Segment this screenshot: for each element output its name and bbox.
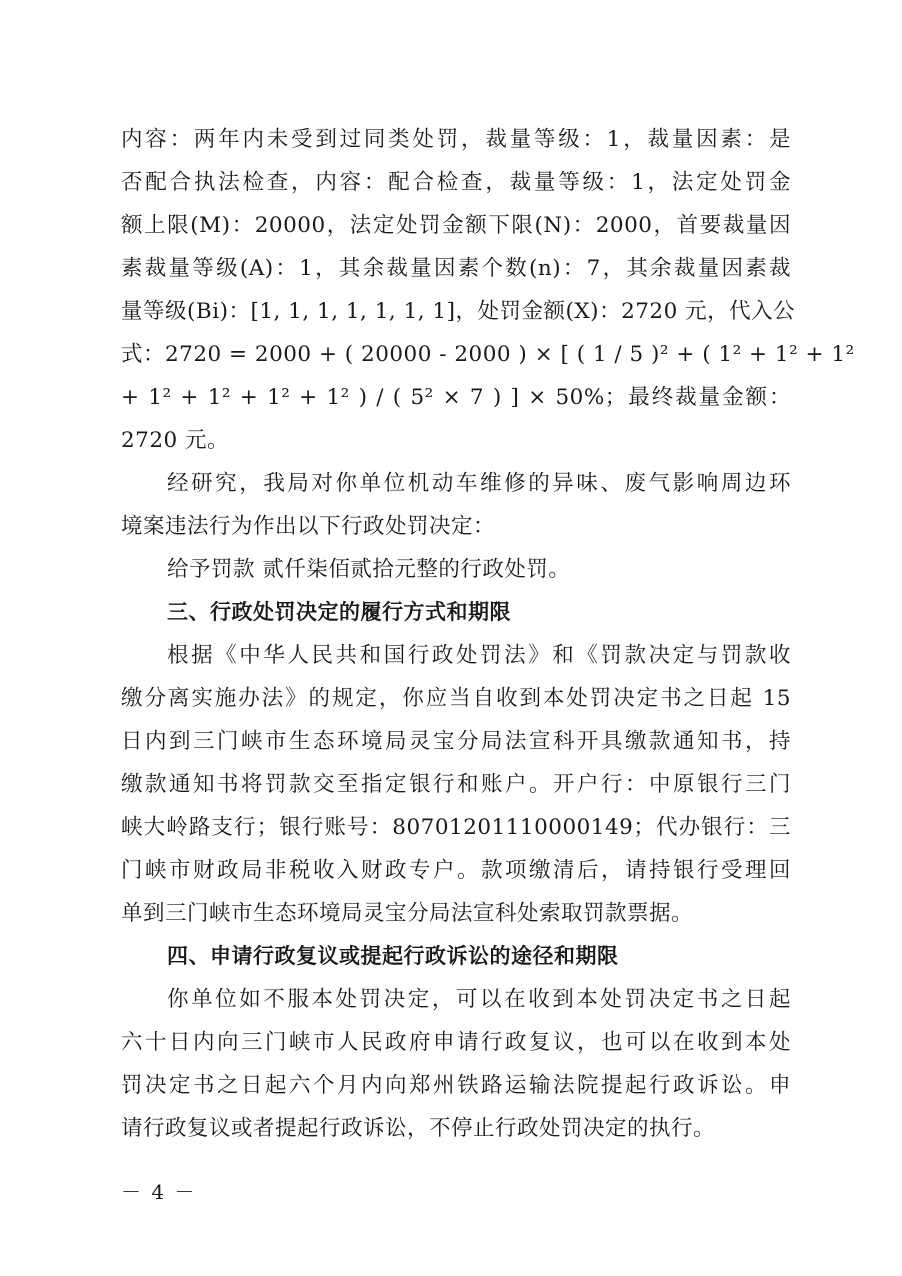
- text-line: 2720 元。: [121, 428, 230, 453]
- text-line: 缴款通知书将罚款交至指定银行和账户。开户行：中原银行三门: [121, 772, 791, 797]
- text-line: 日内到三门峡市生态环境局灵宝分局法宣科开具缴款通知书，持: [121, 729, 791, 754]
- text-line: 峡大岭路支行；银行账号：80701201110000149；代办银行：三: [121, 815, 791, 840]
- text-line: 门峡市财政局非税收入财政专户。款项缴清后，请持银行受理回: [121, 858, 791, 883]
- text-line: 否配合执法检查，内容：配合检查，裁量等级：1，法定处罚金: [121, 170, 791, 195]
- page-number: － 4 －: [121, 1180, 197, 1204]
- text-line: 经研究，我局对你单位机动车维修的异味、废气影响周边环: [167, 471, 791, 496]
- text-line: + 1² + 1² + 1² + 1² ) / ( 5² × 7 ) ] × 50%；最终裁量金额：: [121, 385, 791, 410]
- text-line: 根据《中华人民共和国行政处罚法》和《罚款决定与罚款收: [167, 643, 791, 668]
- text-line: 内容：两年内未受到过同类处罚，裁量等级：1，裁量因素：是: [121, 127, 791, 152]
- paragraph-payment: [121, 634, 791, 935]
- text-line: 单到三门峡市生态环境局灵宝分局法宣科处索取罚款票据。: [121, 901, 694, 926]
- text-line: 式：2720 = 2000 + ( 20000 - 2000 ) × [ ( 1 / 5 )² + ( 1² + 1² + 1²: [121, 342, 855, 367]
- text-line: 六十日内向三门峡市人民政府申请行政复议，也可以在收到本处: [121, 1030, 791, 1055]
- paragraph-penalty: [121, 548, 791, 591]
- text-line: 素裁量等级(A)：1，其余裁量因素个数(n)：7，其余裁量因素裁: [121, 256, 791, 281]
- text-line: 罚决定书之日起六个月内向郑州铁路运输法院提起行政诉讼。申: [121, 1073, 791, 1098]
- paragraph-discretion-calculation: [121, 118, 855, 462]
- text-line: 缴分离实施办法》的规定，你应当自收到本处罚决定书之日起 15: [121, 686, 791, 711]
- document-body: [121, 118, 855, 1150]
- text-line: 境案违法行为作出以下行政处罚决定：: [121, 514, 496, 539]
- text-line: 你单位如不服本处罚决定，可以在收到本处罚决定书之日起: [167, 987, 791, 1012]
- text-line: 请行政复议或者提起行政诉讼，不停止行政处罚决定的执行。: [121, 1116, 716, 1141]
- text-line: 量等级(Bi)：[1, 1, 1, 1, 1, 1, 1]，处罚金额(X)：2720 元，代入公: [121, 299, 796, 324]
- text-line: 给予罚款 贰仟柒佰贰拾元整的行政处罚。: [167, 557, 571, 582]
- paragraph-appeal: [121, 978, 791, 1150]
- paragraph-decision-intro: [121, 462, 791, 548]
- section-heading-4: 四、申请行政复议或提起行政诉讼的途径和期限: [167, 944, 619, 968]
- text-line: 额上限(M)：20000，法定处罚金额下限(N)：2000，首要裁量因: [121, 213, 791, 238]
- section-heading-3: 三、行政处罚决定的履行方式和期限: [167, 600, 511, 624]
